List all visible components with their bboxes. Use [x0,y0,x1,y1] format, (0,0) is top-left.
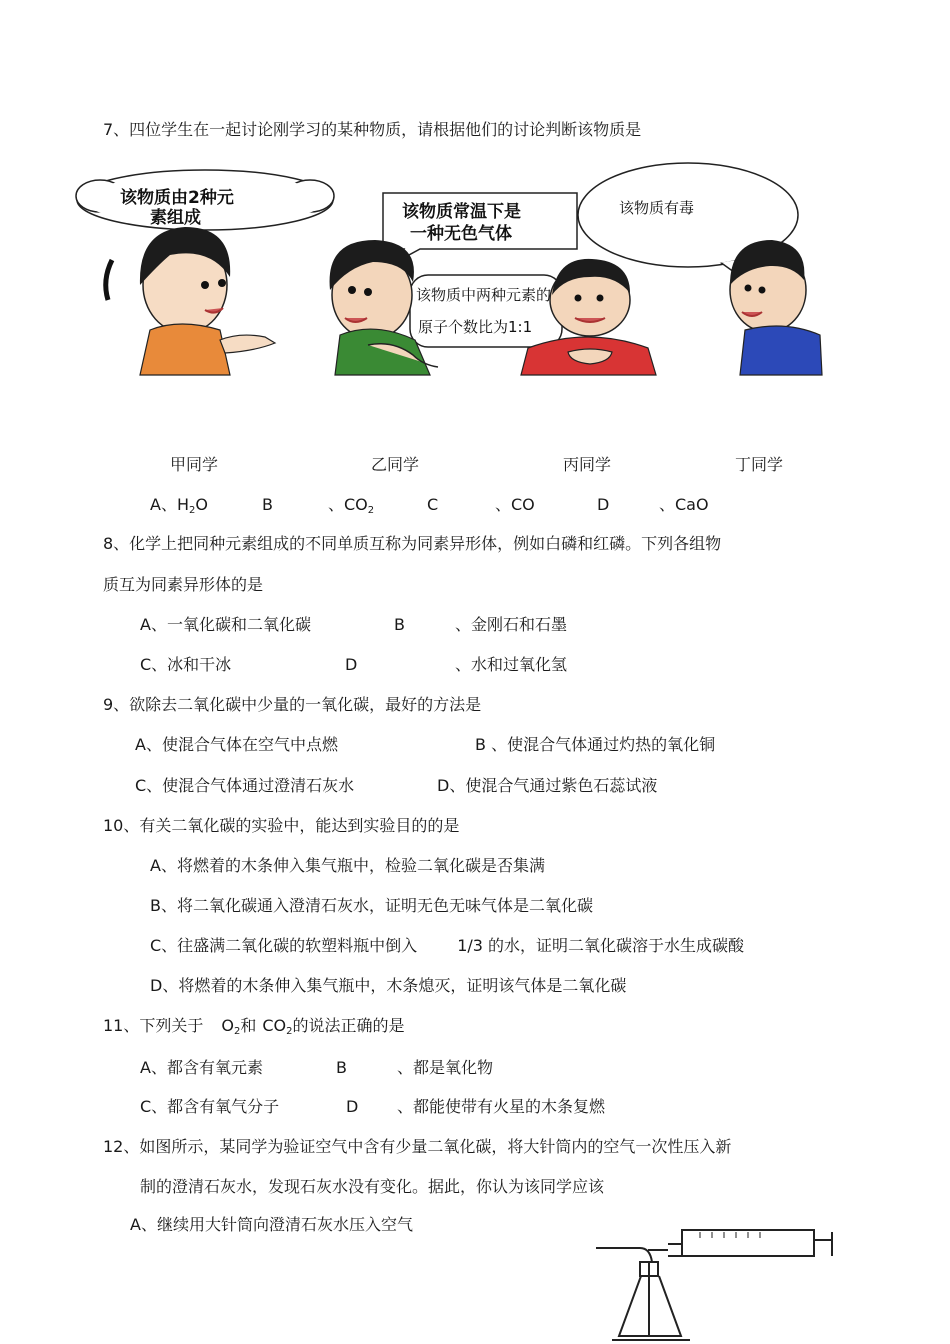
q8-stem-line2: 质互为同素异形体的是 [103,575,264,594]
q7-option-c-label: C [427,495,439,514]
q8-option-c[interactable]: C、冰和干冰 [140,655,232,674]
ding-bubble-text: 该物质有毒 [619,199,695,217]
q9-option-d[interactable]: D、使混合气通过紫色石蕊试液 [437,776,658,795]
q8-option-b[interactable]: 、金刚石和石墨 [455,615,568,634]
q9-stem: 9、欲除去二氧化碳中少量的一氧化碳，最好的方法是 [103,695,482,714]
student-bing-label: 丙同学 [563,455,612,474]
q8-option-d-label: D [345,655,358,674]
yi-bubble-line2: 一种无色气体 [410,224,512,244]
q7-option-b[interactable]: 、$CO_2$ [328,495,375,516]
q7-option-d-label: D [597,495,610,514]
q10-option-b[interactable]: B、将二氧化碳通入澄清石灰水，证明无色无味气体是二氧化碳 [150,896,593,915]
student-yi-label: 乙同学 [371,455,420,474]
q7-option-d[interactable]: 、CaO [659,495,709,514]
q12-stem-line1: 12、如图所示，某同学为验证空气中含有少量二氧化碳，将大针筒内的空气一次性压入新 [103,1137,732,1156]
ding-student-figure [730,240,822,375]
student-jia-label: 甲同学 [170,455,219,474]
q11-option-b[interactable]: 、都是氧化物 [397,1058,494,1077]
q11-option-d[interactable]: 、都能使带有火星的木条复燃 [397,1097,606,1116]
student-ding-label: 丁同学 [735,455,784,474]
q9-option-a[interactable]: A、使混合气体在空气中点燃 [135,735,338,754]
bing-bubble-line2: 原子个数比为1:1 [418,318,533,336]
q8-stem-line1: 8、化学上把同种元素组成的不同单质互称为同素异形体，例如白磷和红磷。下列各组物 [103,534,722,553]
q7-option-b-label: B [262,495,273,514]
yi-bubble-line1: 该物质常温下是 [402,202,521,222]
q10-stem: 10、有关二氧化碳的实验中，能达到实验目的的是 [103,816,460,835]
jia-bubble-line1: 该物质由2种元 [120,188,234,208]
q12-stem-line2: 制的澄清石灰水，发现石灰水没有变化。据此，你认为该同学应该 [140,1177,605,1196]
q9-option-b[interactable]: B 、使混合气体通过灼热的氧化铜 [475,735,716,754]
q10-option-d[interactable]: D、将燃着的木条伸入集气瓶中，木条熄灭，证明该气体是二氧化碳 [150,976,627,995]
q11-option-a[interactable]: A、都含有氧元素 [140,1058,263,1077]
q7-stem: 7、四位学生在一起讨论刚学习的某种物质，请根据他们的讨论判断该物质是 [103,120,642,139]
q8-option-a[interactable]: A、一氧化碳和二氧化碳 [140,615,311,634]
q7-option-c[interactable]: 、CO [495,495,535,514]
q11-option-c[interactable]: C、都含有氧气分子 [140,1097,280,1116]
q7-option-a[interactable]: A、$H_2O$ [150,495,208,516]
q9-option-c[interactable]: C、使混合气体通过澄清石灰水 [135,776,355,795]
bing-bubble-line1: 该物质中两种元素的 [416,286,552,304]
q10-option-a[interactable]: A、将燃着的木条伸入集气瓶中，检验二氧化碳是否集满 [150,856,545,875]
q11-option-d-label: D [346,1097,359,1116]
syringe-flask-apparatus [596,1230,832,1340]
q8-option-d[interactable]: 、水和过氧化氢 [455,655,568,674]
q11-option-b-label: B [336,1058,347,1077]
q8-option-b-label: B [394,615,405,634]
jia-student-figure [106,227,275,375]
q12-option-a[interactable]: A、继续用大针筒向澄清石灰水压入空气 [130,1215,413,1234]
jia-bubble-line2: 素组成 [150,208,201,228]
q11-stem: 11、下列关于 $O_2$和 $CO_2$的说法正确的是 [103,1016,405,1037]
q10-option-c[interactable]: C、往盛满二氧化碳的软塑料瓶中倒入 1/3 的水，证明二氧化碳溶于水生成碳酸 [150,936,745,955]
